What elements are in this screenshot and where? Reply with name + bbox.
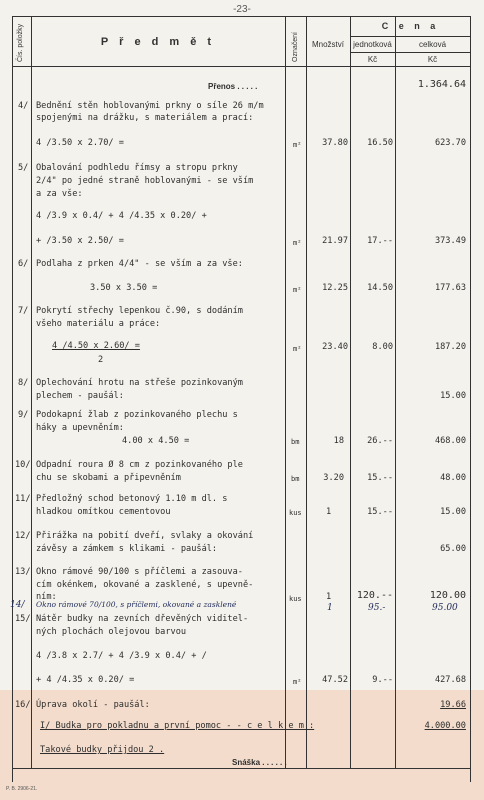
header-currency-unit: Kč [367, 55, 378, 64]
header-quantity: Množství [311, 40, 344, 49]
item-number: 16/ [15, 700, 31, 710]
header-total-price: celková [418, 40, 447, 49]
rule-subject [285, 16, 286, 768]
item-total: 15.00 [440, 507, 466, 517]
item-calc: 4 /4.50 x 2.60/ = [52, 341, 140, 351]
item-qty: 23.40 [322, 342, 348, 352]
item-text: a za vše: [36, 189, 83, 199]
item-price: 14.50 [367, 283, 393, 293]
item-total: 187.20 [434, 342, 466, 352]
item-text: Bednění stěn hoblovanými prkny o síle 26 m/m [36, 101, 264, 111]
item-text: Oplechování hrotu na střeše pozinkovaným [36, 378, 243, 388]
item-number: 7/ [18, 306, 29, 316]
item-calc: + 4 /4.35 x 0.20/ = [36, 675, 135, 685]
summary-total: 4.000.00 [424, 721, 466, 731]
item-unit: kus [289, 595, 302, 603]
item-text: Okno rámové 90/100 s příčlemi a zasouva- [36, 567, 243, 577]
item-text: Podokapní žlab z pozinkovaného plechu s [36, 410, 238, 420]
item-number: 8/ [18, 378, 29, 388]
item-text: ním: [36, 592, 57, 602]
item-text: Úprava okolí - paušál: [36, 700, 150, 710]
handwritten-qty: 1 [327, 603, 333, 613]
item-text: závěsy a zámkem s klikami - paušál: [36, 544, 218, 554]
item-text: Podlaha z prken 4/4" - se vším a za vše: [36, 259, 243, 269]
item-qty: 21.97 [322, 236, 348, 246]
rule-header-bottom [12, 66, 471, 67]
item-text: hladkou omítkou cementovou [36, 507, 171, 517]
item-total: 19.66 [440, 700, 466, 710]
item-text: Pokrytí střechy lepenkou č.90, s dodáním [36, 306, 243, 316]
print-code: P. B. 2906-21. [6, 786, 38, 792]
carry-over-value: 1.364.64 [417, 79, 466, 90]
item-number: 9/ [18, 410, 29, 420]
item-price: 26.-- [367, 436, 393, 446]
handwritten-number: 14/ [10, 600, 25, 610]
item-total: 468.00 [434, 436, 466, 446]
snaska-label: Snáška . . . . . . [232, 758, 287, 767]
item-qty: 12.25 [322, 283, 348, 293]
item-total: 48.00 [440, 473, 466, 483]
item-text: cím okénkem, okované a zasklené, s upevně- [36, 580, 254, 590]
item-text: ných plochách olejovou barvou [36, 627, 187, 637]
rule-index [31, 16, 32, 768]
item-text: Přirážka na pobití dveří, svlaky a okování [36, 531, 254, 541]
header-unit-price: jednotková [353, 40, 392, 49]
item-qty: 18 [333, 436, 344, 446]
rule-currency [350, 52, 471, 53]
header-price-group: C e n a [381, 21, 440, 31]
item-number: 13/ [15, 567, 31, 577]
item-total: 427.68 [434, 675, 466, 685]
item-total: 373.49 [434, 236, 466, 246]
item-qty: 1 [326, 592, 332, 602]
rule-price-split [350, 36, 471, 37]
item-qty: 1 [326, 507, 332, 517]
item-unit: m² [293, 678, 302, 686]
item-text: Nátěr budky na zevních dřevěných viditel- [36, 614, 249, 624]
item-total: 623.70 [434, 138, 466, 148]
summary-note: Takové budky přijdou 2 . [40, 745, 165, 755]
item-unit: kus [289, 509, 302, 517]
item-qty: 47.52 [322, 675, 348, 685]
item-text: háky a upevněním: [36, 423, 124, 433]
rule-marking [306, 16, 307, 768]
item-qty: 3.20 [323, 473, 344, 483]
header-subject: P ř e d m ě t [100, 36, 216, 48]
item-number: 4/ [18, 101, 29, 111]
item-price: 8.00 [372, 342, 393, 352]
carry-over-label: Přenos . . . . . [208, 82, 258, 91]
item-number: 5/ [18, 163, 29, 173]
item-price: 16.50 [367, 138, 393, 148]
item-text: 2/4" po jedné straně hoblovanými - se vším [36, 176, 254, 186]
item-price: 15.-- [367, 473, 393, 483]
header-index: Čís. položky [17, 23, 24, 62]
rule-right [470, 16, 471, 782]
item-calc: 4 /3.9 x 0.4/ + 4 /4.35 x 0.20/ + [36, 211, 207, 221]
header-currency-total: Kč [427, 55, 438, 64]
item-total: 65.00 [440, 544, 466, 554]
header-marking: Označení [292, 32, 299, 62]
handwritten-text: Okno rámové 70/100, s příčlemi, okované a zasklené [36, 600, 237, 609]
item-unit: m² [293, 141, 302, 149]
item-price: 15.-- [367, 507, 393, 517]
item-unit: bm [291, 475, 300, 483]
item-number: 11/ [15, 494, 31, 504]
handwritten-total: 95.00 [432, 603, 458, 613]
item-unit: m² [293, 345, 302, 353]
item-price: 120.-- [356, 590, 393, 601]
item-calc: 4 /3.8 x 2.7/ + 4 /3.9 x 0.4/ + / [36, 651, 207, 661]
item-number: 15/ [15, 614, 31, 624]
item-unit: m² [293, 286, 302, 294]
item-total: 120.00 [429, 590, 466, 601]
item-qty: 37.80 [322, 138, 348, 148]
item-calc-divisor: 2 [98, 355, 104, 365]
item-unit: m² [293, 239, 302, 247]
page-number: -23- [233, 4, 251, 15]
handwritten-price: 95.- [368, 603, 386, 613]
rule-left [12, 16, 13, 782]
item-number: 6/ [18, 259, 29, 269]
item-price: 9.-- [372, 675, 393, 685]
item-calc: 3.50 x 3.50 = [90, 283, 158, 293]
rule-qty [350, 16, 351, 768]
item-text: všeho materiálu a práce: [36, 319, 161, 329]
item-number: 10/ [15, 460, 31, 470]
item-calc: + /3.50 x 2.50/ = [36, 236, 124, 246]
item-number: 12/ [15, 531, 31, 541]
item-calc: 4 /3.50 x 2.70/ = [36, 138, 124, 148]
item-text: plechem - paušál: [36, 391, 124, 401]
item-total: 177.63 [434, 283, 466, 293]
summary-line: I/ Budka pro pokladnu a první pomoc - - c e l k e m : [40, 721, 315, 731]
item-price: 17.-- [367, 236, 393, 246]
rule-top [12, 16, 471, 17]
item-text: Odpadní roura Ø 8 cm z pozinkovaného ple [36, 460, 243, 470]
item-text: Předložný schod betonový 1.10 m dl. s [36, 494, 228, 504]
item-text: spojenými na drážku, s materiálem a prací: [36, 113, 254, 123]
item-calc: 4.00 x 4.50 = [122, 436, 190, 446]
item-total: 15.00 [440, 391, 466, 401]
item-unit: bm [291, 438, 300, 446]
item-text: chu se skobami a připevněním [36, 473, 181, 483]
item-text: Obalování podhledu římsy a stropu prkny [36, 163, 238, 173]
